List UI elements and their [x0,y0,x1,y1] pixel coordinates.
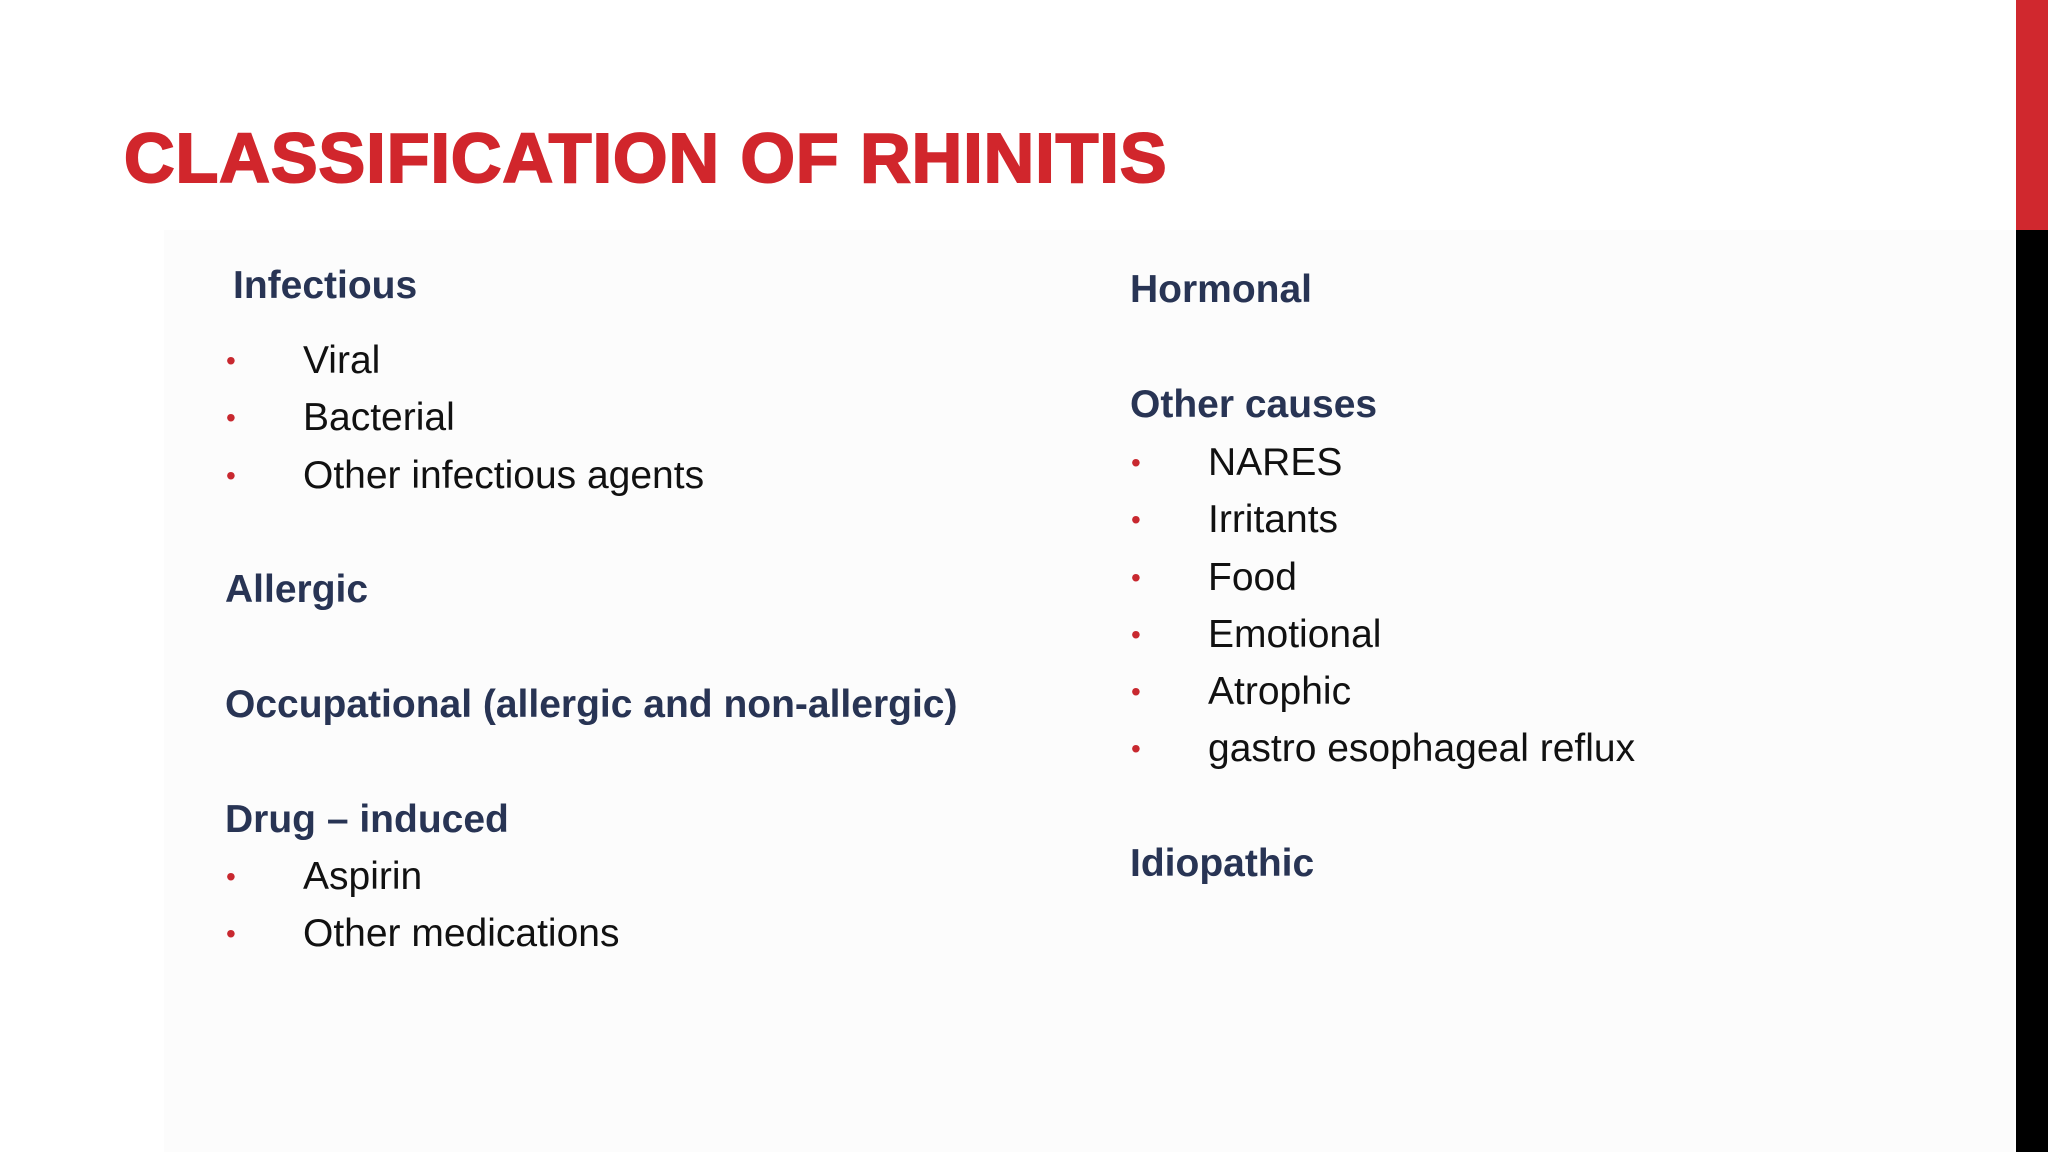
heading-other-causes: Other causes [1130,383,1378,426]
bullet-icon: • [226,459,236,491]
heading-occupational: Occupational (allergic and non-allergic) [225,683,958,726]
bullet-icon: • [226,345,236,376]
heading-allergic: Allergic [225,568,369,611]
bullet-icon: • [226,918,236,950]
bullet-icon: • [1131,733,1141,765]
bullet-icon: • [226,861,236,892]
bullet-icon: • [1131,676,1141,708]
bullet-icon: • [1131,447,1141,478]
heading-infectious: Infectious [233,264,418,307]
bullet-icon: • [1131,561,1141,593]
bullet-icon: • [226,402,236,434]
heading-hormonal: Hormonal [1130,268,1313,311]
heading-drug-induced: Drug – induced [225,798,509,841]
bullet-icon: • [1131,504,1141,536]
slide: CLASSIFICATION OF RHINITIS Infectious • Viral • Bacterial • Other infectious agents Allergic Occupational (allergic and non-allergic) Drug – induced • Aspirin • Other medications Hormonal Other causes • NARES • Irritants • Food • Emotional • Atrophic • gastro esophageal reflux Idiopathic [0,0,2048,1152]
heading-idiopathic: Idiopathic [1130,842,1315,885]
slide-title: CLASSIFICATION OF RHINITIS [124,119,1168,197]
bullet-icon: • [1131,618,1141,650]
accent-bar [2016,0,2048,230]
